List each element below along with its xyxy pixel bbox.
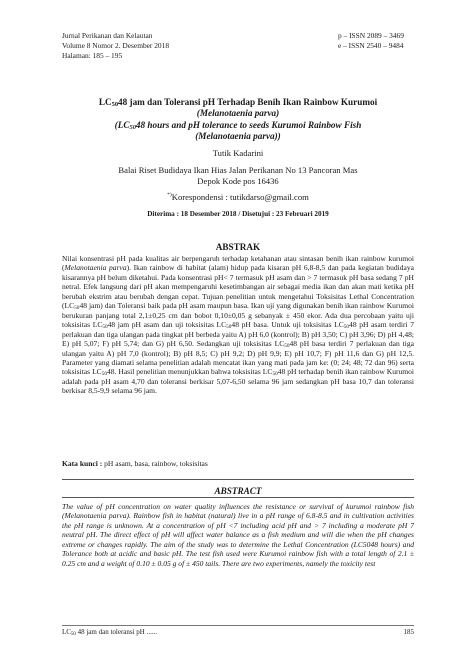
- abstrak-text-5: 48 pH basa. Untuk uji toksisitas LC: [231, 320, 344, 330]
- title-en-lc-subscript: 50: [129, 124, 136, 131]
- title-en-main-text: 48 hours and pH tolerance to seeds Kurumoi Rainbow Fish: [135, 120, 362, 130]
- divider-bottom: [62, 497, 414, 498]
- electronic-issn: e – ISSN 2540 – 9484: [338, 41, 404, 50]
- abstrak-text-1: Nilai konsentrasi pH pada kualitas air berpengaruh terhadap ketahanan atau sintasan benih ikan rainbow kurumoi (: [62, 254, 414, 273]
- journal-volume: Volume 8 Nomor 2. Desember 2018: [62, 41, 170, 50]
- abstract-paragraph: The value of pH concentration on water quality influences the resistance or survival of kurumoi rainbow fish (Melanotaenia parva). Rainbow fish in habitat (natural) live in a pH range of 6.8-8.5 and in cultivation activities the pH range is unknown. At a concentration of pH <7 including acid pH and > 7 including a moderate pH 7 neutral pH. The direct effect of pH will affect water balance as a fish medium and will die when the pH changes extreme or changes rapidly. The aim of the study was to determine the Lethal Concentration (LC5048 hours) and Tolerance both at acidic and basic pH. The test fish used were Kurumoi rainbow fish with a total length of 2.1 ± 0.25 cm and a weight of 0.10 ± 0.05 g of ± 450 tails. There are two experiments, namely the toxicity test: [62, 502, 414, 568]
- abstrak-text-4: 48 jam pH asam dan uji toksisitas LC: [107, 320, 227, 330]
- lc-subscript: 50: [102, 324, 108, 331]
- abstrak-heading: ABSTRAK: [215, 242, 261, 252]
- issn-block: [338, 31, 448, 51]
- footer-lc: LC: [62, 628, 71, 636]
- journal-header: [62, 31, 262, 61]
- title-indonesian: [62, 97, 414, 119]
- title-main-text: 48 jam dan Toleransi pH Terhadap Benih Ikan Rainbow Kurumoi: [118, 97, 378, 107]
- lc-subscript: 50: [101, 371, 107, 378]
- title-species: (Melanotaenia parva): [196, 108, 280, 118]
- journal-name: Jurnal Perikanan dan Kelautan: [62, 31, 153, 40]
- correspondence: [62, 190, 414, 203]
- author-name: Tutik Kadarini: [212, 148, 264, 158]
- abstrak-text-7: 48 pH basa terdiri 7 perlakuan dan tiga ulangan yaitu A) pH 7,0 (kontrol); B) pH 8,5; C) pH 9,2; D) pH 9,9; E) pH 10,7; F) pH 11,6 dan G) pH 12,5. Parameter yang diamati selama penelitian adalah mencatat ikan yang mati pada jam ke: (0; 24; 48; 72 dan 96) serta toksisitas LC: [62, 339, 414, 377]
- lc-subscript: 50: [226, 324, 232, 331]
- submission-dates: Diterima : 18 Desember 2018 / Disetujui : 23 Februari 2019: [147, 210, 329, 218]
- keywords: [62, 459, 208, 469]
- abstrak-species: Melanotaenia parva: [64, 263, 127, 273]
- correspondence-text: Korespondensi : tutikdarso@gmail.com: [171, 191, 309, 202]
- running-title: [62, 627, 157, 637]
- title-lc-subscript: 50: [111, 101, 119, 108]
- footer-rule: [62, 625, 414, 626]
- title-en-species: (Melanotaenia parva)): [195, 131, 281, 141]
- footer-lc-subscript: 50: [70, 632, 76, 637]
- keywords-text: pH asam, basa, rainbow, toksisitas: [102, 459, 208, 468]
- title-lc: LC: [98, 97, 112, 107]
- title-english: [62, 120, 414, 142]
- abstract-heading: ABSTRACT: [214, 486, 262, 496]
- lc-subscript: 50: [272, 371, 278, 378]
- page-number: 185: [403, 628, 414, 636]
- abstrak-text-8: 48. Hasil penelitian menunjukkan bahwa toksisitas LC: [106, 367, 273, 377]
- abstrak-text-3: 48 jam) dan Toleransi baik pada pH asam maupun basa. Ikan uji yang digunakan benih ikan rainbow Kurumoi berukuran panjang total 2,1±0,25 cm dan bobot 0,10±0,05 g sebanyak ± 450 ekor. Ada dua percobaan yaitu uji toksisitas LC: [62, 301, 414, 330]
- print-issn: p – ISSN 2089 – 3469: [338, 31, 404, 40]
- footer-title-text: 48 jam dan toleransi pH ......: [75, 628, 158, 636]
- abstrak-text-2: ). Ikan rainbow di habitat (alam) hidup pada kisaran pH 6,8-8,5 dan pada kegiatan budidaya kisarannya pH belum diketahui. Pada konsentrasi pH< 7 termasuk pH asam dan > 7 termasuk pH basa sedang 7 pH netral. Efek langsung dari pH akan mempengaruhi kesetimbangan air sebagai media ikan dan akan mati ketika pH berubah ekstrim atau berubah dengan cepat. Tujuan penelitian untuk mengetahui Toksisitas Lethal Concentration (LC: [62, 263, 414, 311]
- keywords-label: Kata kunci :: [62, 459, 103, 468]
- journal-pages: Halaman: 185 – 195: [62, 51, 123, 60]
- lc-subscript: 50: [343, 324, 350, 331]
- abstrak-text-6: 48 pH asam terdiri 7 perlakuan dan tiga ulangan pada tingkat pH berbeda yaitu A) pH 6,0 (kontrol); B) pH 3,50; C) pH 3,96; D) pH 4,48; E) pH 5,07; F) pH 5,74; dan G) pH 6,50. Sedangkan uji toksisitas LC: [62, 320, 414, 349]
- lc-subscript: 50: [284, 343, 290, 350]
- abstrak-text-9: 48 pH terhadap benih ikan rainbow Kurumoi adalah pada pH asam 4,70 dan toleransi berkisar 5,07-6,50 selama 96 jam sedangkan pH basa 10,7 dan toleransi berkisar 8,5-9,9 selama 96 jam.: [62, 367, 414, 396]
- affiliation-line-2: Depok Kode pos 16436: [197, 176, 279, 186]
- title-en-lc: (LC: [114, 120, 130, 130]
- lc-subscript: 50: [74, 305, 80, 312]
- correspondence-mark: *): [167, 192, 172, 198]
- affiliation-line-1: Balai Riset Budidaya Ikan Hias Jalan Perikanan No 13 Pancoran Mas: [118, 165, 358, 175]
- abstrak-paragraph: [62, 254, 414, 465]
- divider-top: [62, 479, 414, 480]
- affiliation: [62, 165, 414, 187]
